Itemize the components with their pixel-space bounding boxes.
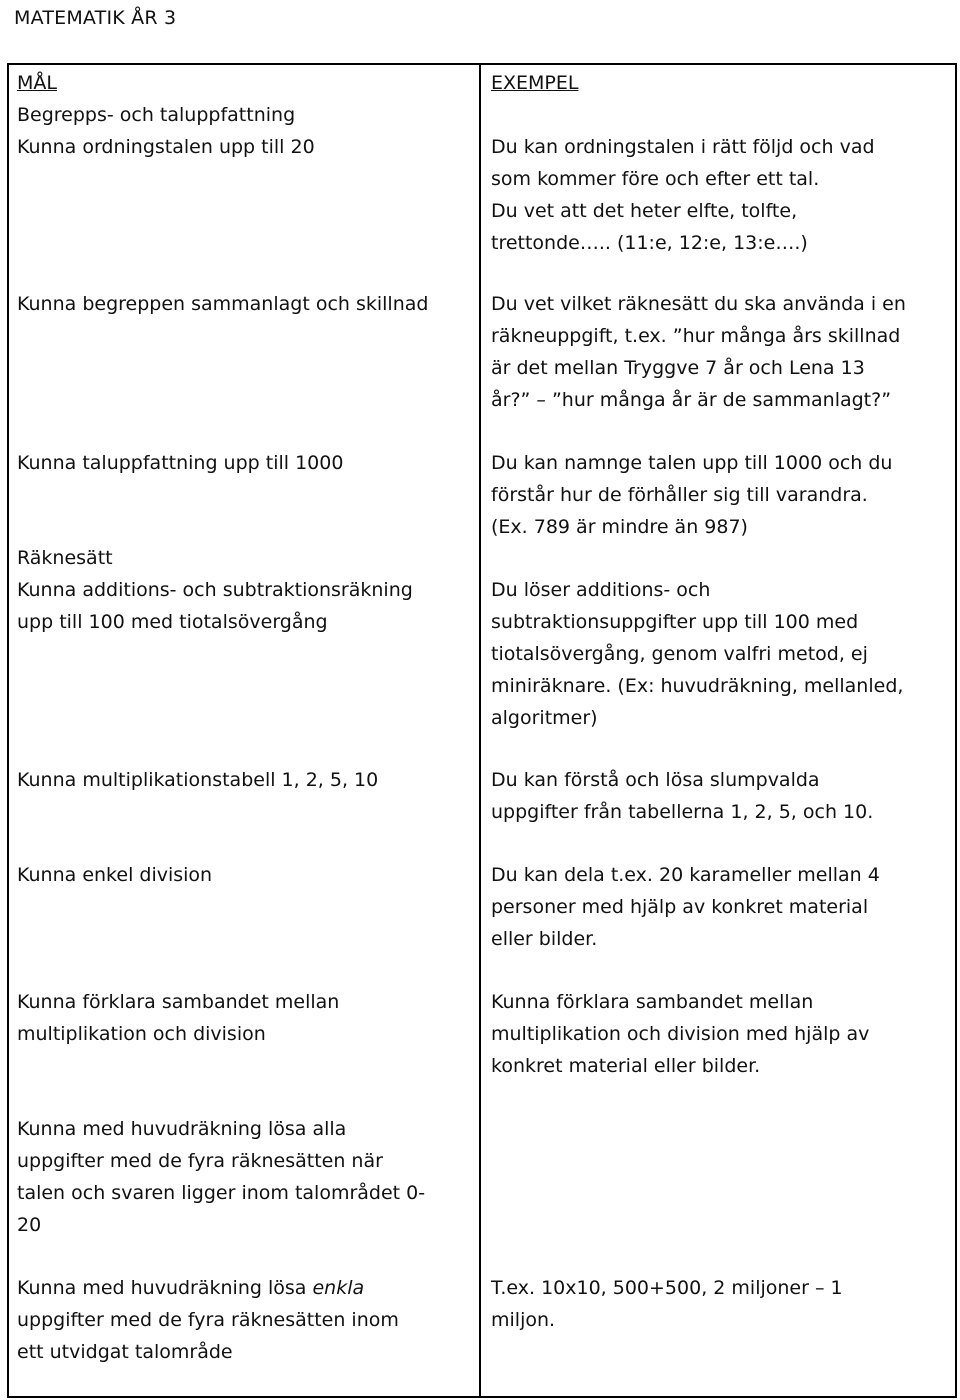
example-line: subtraktionsuppgifter upp till 100 med [491, 611, 859, 633]
goal-row-2 [17, 288, 472, 320]
goal-line: Kunna additions- och subtraktionsräkning [17, 579, 413, 601]
goal-line: multiplikation och division [17, 1023, 266, 1045]
goals-table [7, 63, 957, 1398]
goal-line: Kunna med huvudräkning lösa alla [17, 1118, 347, 1140]
example-line: räkneuppgift, t.ex. ”hur många års skillnad [491, 325, 901, 347]
goal-line: Kunna förklara sambandet mellan [17, 991, 340, 1013]
example-line: år?” – ”hur många år är de sammanlagt?” [491, 389, 892, 411]
example-line: Kunna förklara sambandet mellan [491, 991, 814, 1013]
example-line: konkret material eller bilder. [491, 1055, 761, 1077]
example-line: personer med hjälp av konkret material [491, 896, 869, 918]
example-row-1 [491, 131, 951, 259]
example-line: tiotalsövergång, genom valfri metod, ej [491, 643, 868, 665]
example-line: uppgifter från tabellerna 1, 2, 5, och 10. [491, 801, 874, 823]
goal-row-6 [17, 859, 472, 891]
goal-line: Kunna enkel division [17, 864, 213, 886]
goal-line [17, 1272, 472, 1304]
example-row-7 [491, 986, 951, 1082]
example-line: Du kan dela t.ex. 20 karameller mellan 4 [491, 864, 880, 886]
examples-header: EXEMPEL [491, 72, 579, 94]
example-line: är det mellan Tryggve 7 år och Lena 13 [491, 357, 865, 379]
example-line: Du kan ordningstalen i rätt följd och vad [491, 136, 875, 158]
example-row-9 [491, 1272, 951, 1336]
goal-row-7 [17, 986, 472, 1050]
goal-line: Kunna begreppen sammanlagt och skillnad [17, 293, 429, 315]
goal-row-4 [17, 542, 472, 638]
goal-row-3 [17, 447, 472, 479]
goal-line: 20 [17, 1214, 42, 1236]
goal-line: talen och svaren ligger inom talområdet 0- [17, 1182, 426, 1204]
example-line: Du kan namnge talen upp till 1000 och du [491, 452, 893, 474]
example-line: Du löser additions- och [491, 579, 711, 601]
example-line: multiplikation och division med hjälp av [491, 1023, 870, 1045]
example-line: eller bilder. [491, 928, 598, 950]
goal-line: uppgifter med de fyra räknesätten inom [17, 1309, 399, 1331]
goal-line-start: Kunna med huvudräkning lösa [17, 1277, 313, 1299]
goal-line: Kunna multiplikationstabell 1, 2, 5, 10 [17, 769, 379, 791]
goal-row-9 [17, 1272, 472, 1368]
example-row-6 [491, 859, 951, 955]
example-line: miniräknare. (Ex: huvudräkning, mellanled, [491, 675, 904, 697]
example-line: algoritmer) [491, 707, 598, 729]
page-title: MATEMATIK ÅR 3 [14, 7, 177, 29]
example-line: förstår hur de förhåller sig till varandra. [491, 484, 868, 506]
example-row-3 [491, 447, 951, 543]
example-line: miljon. [491, 1309, 556, 1331]
goal-line-emphasis: enkla [312, 1277, 365, 1299]
goal-line: uppgifter med de fyra räknesätten när [17, 1150, 383, 1172]
goal-row-8 [17, 1113, 472, 1241]
example-line: Du vet att det heter elfte, tolfte, [491, 200, 798, 222]
example-line: trettonde….. (11:e, 12:e, 13:e….) [491, 232, 808, 254]
example-line: T.ex. 10x10, 500+500, 2 miljoner – 1 [491, 1277, 843, 1299]
goals-header: MÅL [17, 72, 57, 94]
example-row-2 [491, 288, 951, 416]
column-divider [479, 65, 481, 1396]
goal-row-5 [17, 764, 472, 796]
example-line: Du kan förstå och lösa slumpvalda [491, 769, 820, 791]
example-line: Du vet vilket räknesätt du ska använda i en [491, 293, 906, 315]
example-line: som kommer före och efter ett tal. [491, 168, 820, 190]
goal-line: ett utvidgat talområde [17, 1341, 233, 1363]
goal-line: Kunna ordningstalen upp till 20 [17, 136, 315, 158]
section-heading: Räknesätt [17, 547, 113, 569]
goal-line: upp till 100 med tiotalsövergång [17, 611, 328, 633]
goal-row-1 [17, 99, 472, 163]
goal-line: Begrepps- och taluppfattning [17, 104, 296, 126]
example-row-4 [491, 574, 951, 734]
example-row-5 [491, 764, 951, 828]
example-line: (Ex. 789 är mindre än 987) [491, 516, 748, 538]
goal-line: Kunna taluppfattning upp till 1000 [17, 452, 344, 474]
